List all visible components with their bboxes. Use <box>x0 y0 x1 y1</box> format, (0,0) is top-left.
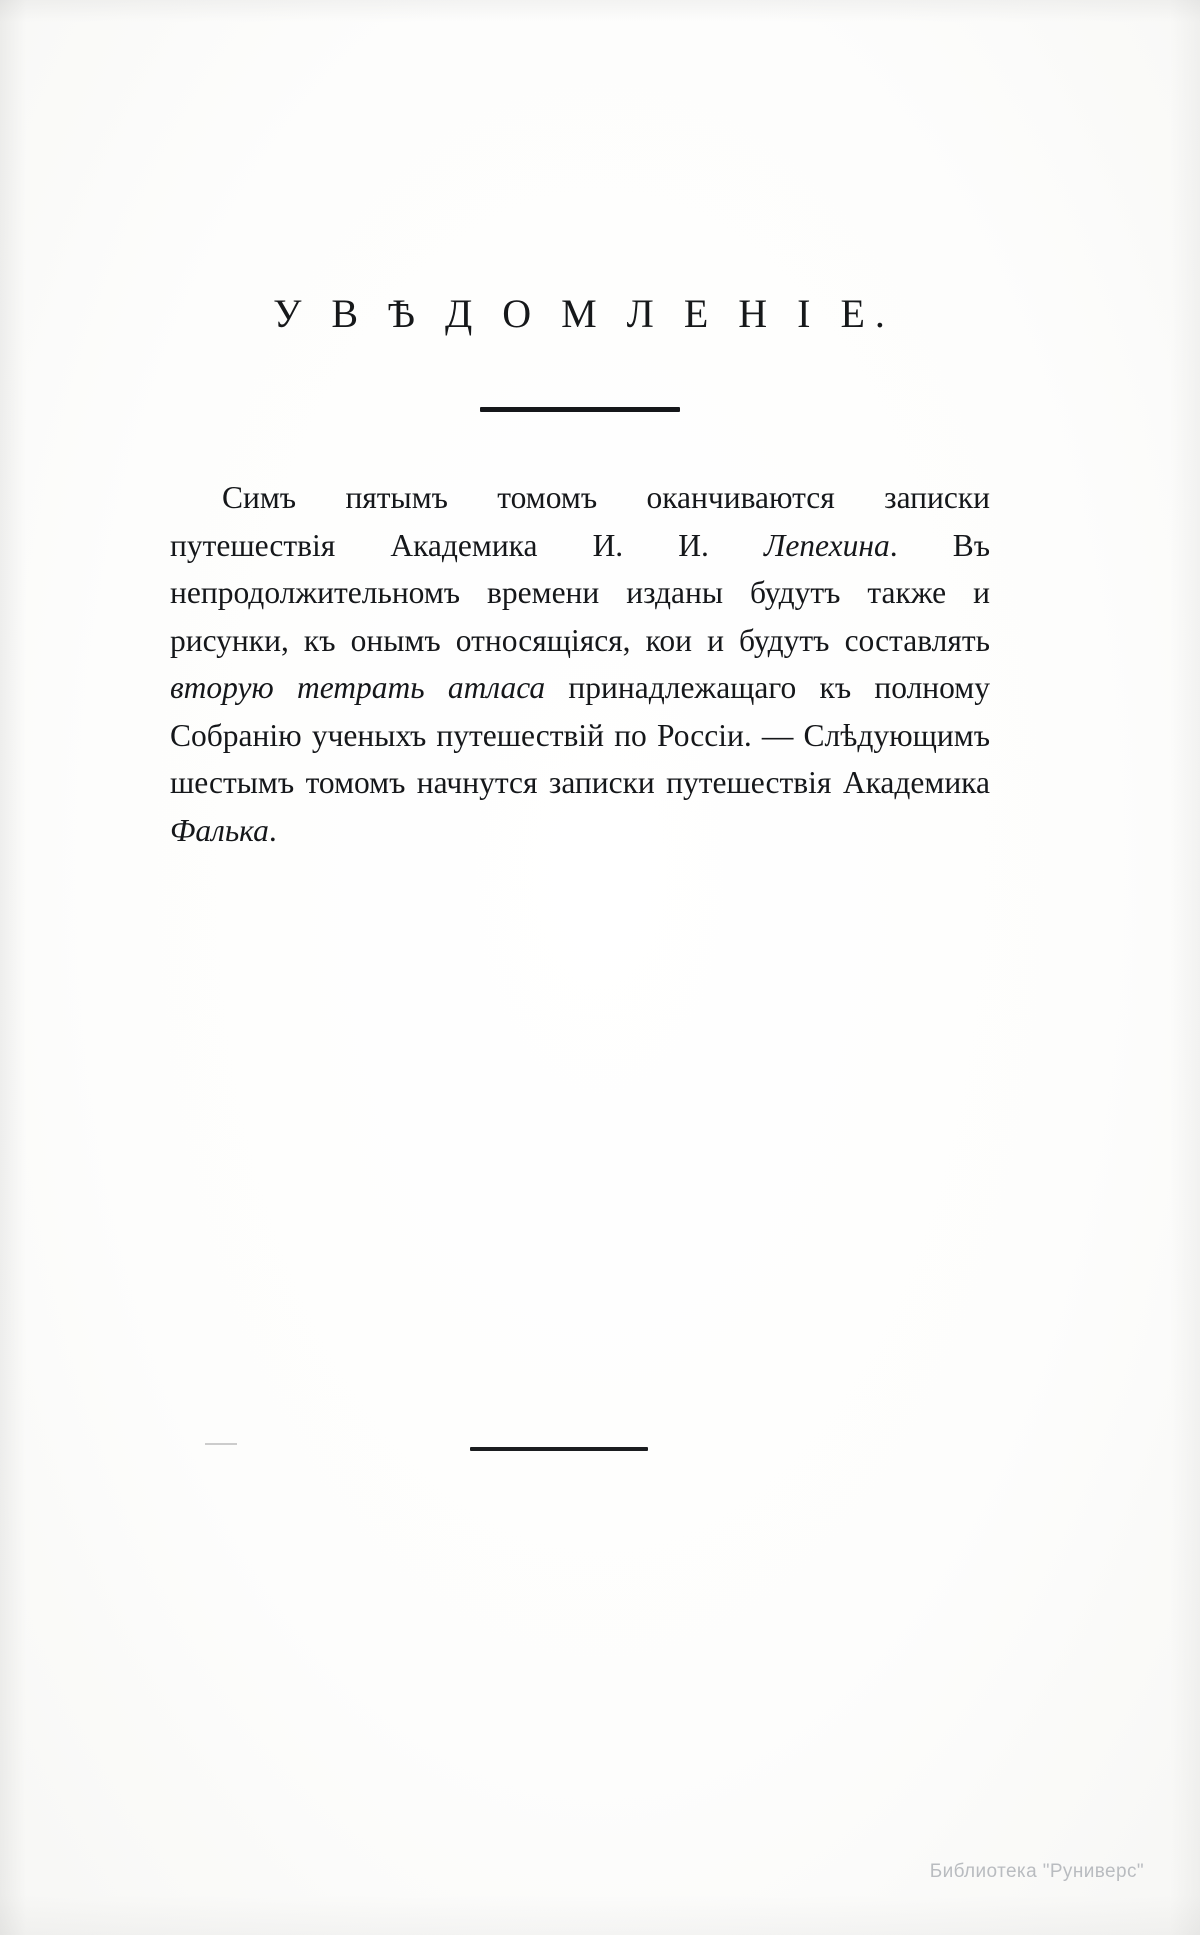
body-run-3: . Въ непродолжительномъ времени изданы будутъ также и рисунки, къ онымъ относящіяся, кои и будутъ составлять <box>170 527 990 658</box>
body-run-2-italic: Лепехина <box>763 527 890 563</box>
body-paragraph <box>170 474 990 854</box>
scan-edge-bottom <box>0 1895 1200 1935</box>
body-run-1: Симъ пятымъ томомъ оканчиваются записки путешествія Академика И. И. <box>170 480 990 563</box>
divider-rule-bottom <box>470 1447 648 1451</box>
scan-artifact-mark <box>205 1443 237 1445</box>
body-run-6-italic: Фалька <box>170 812 269 848</box>
scan-edge-right <box>1170 0 1200 1935</box>
scan-edge-top <box>0 0 1200 22</box>
body-run-4-italic: вторую тетрать атласа <box>170 670 546 705</box>
library-watermark: Библиотека "Руниверс" <box>929 1861 1144 1882</box>
body-run-7: . <box>268 812 277 848</box>
scan-edge-left <box>0 0 26 1935</box>
page-title: У В Ѣ Д О М Л Е Н І Е. <box>273 291 895 336</box>
text-column <box>170 290 990 854</box>
divider-rule-top <box>480 407 680 412</box>
body-run-5: принадлежащаго къ полному Собранію ученыхъ путешествій по Россіи. — Слѣдующимъ шестымъ томомъ начнутся записки путешествія Академика <box>170 670 990 800</box>
